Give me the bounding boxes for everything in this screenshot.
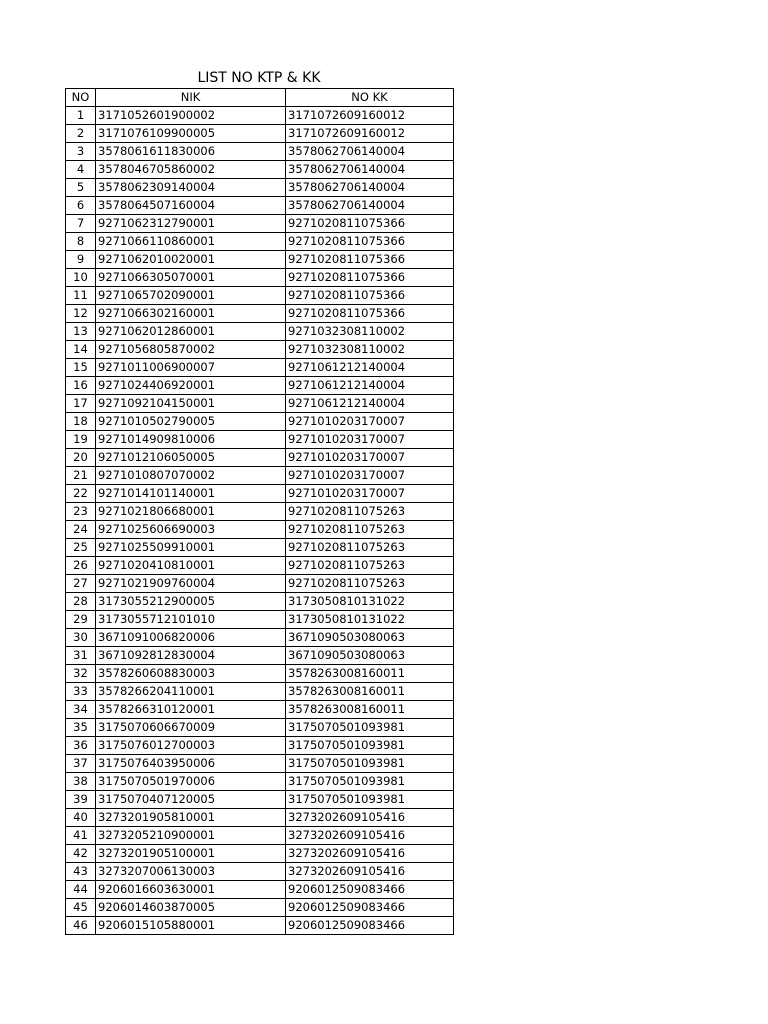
no-kk-cell: 9271061212140004 bbox=[286, 377, 454, 395]
table-row bbox=[66, 161, 454, 179]
row-number-cell: 28 bbox=[66, 593, 96, 611]
table-row bbox=[66, 107, 454, 125]
row-number-cell: 6 bbox=[66, 197, 96, 215]
row-number-cell: 2 bbox=[66, 125, 96, 143]
no-kk-cell: 3273202609105416 bbox=[286, 809, 454, 827]
no-kk-cell: 9271020811075366 bbox=[286, 269, 454, 287]
nik-cell: 3578061611830006 bbox=[96, 143, 286, 161]
row-number-cell: 37 bbox=[66, 755, 96, 773]
table-row bbox=[66, 449, 454, 467]
nik-cell: 3578062309140004 bbox=[96, 179, 286, 197]
no-kk-cell: 9271061212140004 bbox=[286, 395, 454, 413]
nik-cell: 3578266204110001 bbox=[96, 683, 286, 701]
nik-cell: 9271062010020001 bbox=[96, 251, 286, 269]
row-number-cell: 14 bbox=[66, 341, 96, 359]
row-number-cell: 16 bbox=[66, 377, 96, 395]
row-number-cell: 22 bbox=[66, 485, 96, 503]
nik-cell: 3578064507160004 bbox=[96, 197, 286, 215]
row-number-cell: 33 bbox=[66, 683, 96, 701]
row-number-cell: 15 bbox=[66, 359, 96, 377]
no-kk-cell: 9271020811075366 bbox=[286, 251, 454, 269]
table-row bbox=[66, 719, 454, 737]
nik-cell: 9271012106050005 bbox=[96, 449, 286, 467]
nik-cell: 9271062312790001 bbox=[96, 215, 286, 233]
table-row bbox=[66, 341, 454, 359]
no-kk-cell: 3273202609105416 bbox=[286, 845, 454, 863]
no-kk-cell: 9271032308110002 bbox=[286, 341, 454, 359]
row-number-cell: 3 bbox=[66, 143, 96, 161]
column-header-no-kk: NO KK bbox=[286, 89, 454, 107]
row-number-cell: 32 bbox=[66, 665, 96, 683]
row-number-cell: 8 bbox=[66, 233, 96, 251]
nik-cell: 9271066305070001 bbox=[96, 269, 286, 287]
row-number-cell: 36 bbox=[66, 737, 96, 755]
table-row bbox=[66, 413, 454, 431]
table-row bbox=[66, 629, 454, 647]
row-number-cell: 30 bbox=[66, 629, 96, 647]
no-kk-cell: 3175070501093981 bbox=[286, 755, 454, 773]
row-number-cell: 23 bbox=[66, 503, 96, 521]
row-number-cell: 17 bbox=[66, 395, 96, 413]
row-number-cell: 11 bbox=[66, 287, 96, 305]
no-kk-cell: 9271020811075263 bbox=[286, 575, 454, 593]
table-row bbox=[66, 377, 454, 395]
row-number-cell: 4 bbox=[66, 161, 96, 179]
nik-cell: 3578046705860002 bbox=[96, 161, 286, 179]
row-number-cell: 10 bbox=[66, 269, 96, 287]
row-number-cell: 38 bbox=[66, 773, 96, 791]
table-body bbox=[66, 107, 454, 935]
table-row bbox=[66, 431, 454, 449]
nik-cell: 9271092104150001 bbox=[96, 395, 286, 413]
nik-cell: 9271021909760004 bbox=[96, 575, 286, 593]
nik-cell: 9271024406920001 bbox=[96, 377, 286, 395]
table-row bbox=[66, 251, 454, 269]
no-kk-cell: 9271020811075366 bbox=[286, 305, 454, 323]
table-row bbox=[66, 593, 454, 611]
no-kk-cell: 9271020811075366 bbox=[286, 287, 454, 305]
no-kk-cell: 3173050810131022 bbox=[286, 593, 454, 611]
ktp-kk-table bbox=[65, 88, 454, 935]
row-number-cell: 44 bbox=[66, 881, 96, 899]
no-kk-cell: 3578062706140004 bbox=[286, 161, 454, 179]
no-kk-cell: 9271020811075263 bbox=[286, 521, 454, 539]
nik-cell: 3175070407120005 bbox=[96, 791, 286, 809]
table-row bbox=[66, 863, 454, 881]
no-kk-cell: 9206012509083466 bbox=[286, 881, 454, 899]
row-number-cell: 19 bbox=[66, 431, 96, 449]
nik-cell: 9271014101140001 bbox=[96, 485, 286, 503]
table-row bbox=[66, 809, 454, 827]
table-row bbox=[66, 503, 454, 521]
row-number-cell: 45 bbox=[66, 899, 96, 917]
table-row bbox=[66, 125, 454, 143]
document-title: LIST NO KTP & KK bbox=[197, 70, 321, 86]
no-kk-cell: 3173050810131022 bbox=[286, 611, 454, 629]
no-kk-cell: 9271032308110002 bbox=[286, 323, 454, 341]
nik-cell: 9271011006900007 bbox=[96, 359, 286, 377]
row-number-cell: 5 bbox=[66, 179, 96, 197]
nik-cell: 9206014603870005 bbox=[96, 899, 286, 917]
no-kk-cell: 3671090503080063 bbox=[286, 629, 454, 647]
no-kk-cell: 3578263008160011 bbox=[286, 701, 454, 719]
no-kk-cell: 9271010203170007 bbox=[286, 467, 454, 485]
no-kk-cell: 3171072609160012 bbox=[286, 107, 454, 125]
nik-cell: 3175076403950006 bbox=[96, 755, 286, 773]
nik-cell: 3175070606670009 bbox=[96, 719, 286, 737]
table-row bbox=[66, 881, 454, 899]
nik-cell: 9271010502790005 bbox=[96, 413, 286, 431]
table-row bbox=[66, 917, 454, 935]
no-kk-cell: 9271020811075366 bbox=[286, 215, 454, 233]
nik-cell: 9271066110860001 bbox=[96, 233, 286, 251]
no-kk-cell: 3671090503080063 bbox=[286, 647, 454, 665]
no-kk-cell: 3175070501093981 bbox=[286, 719, 454, 737]
no-kk-cell: 3171072609160012 bbox=[286, 125, 454, 143]
nik-cell: 3578260608830003 bbox=[96, 665, 286, 683]
nik-cell: 9206015105880001 bbox=[96, 917, 286, 935]
table-row bbox=[66, 845, 454, 863]
nik-cell: 3175070501970006 bbox=[96, 773, 286, 791]
no-kk-cell: 3273202609105416 bbox=[286, 827, 454, 845]
row-number-cell: 1 bbox=[66, 107, 96, 125]
nik-cell: 9271020410810001 bbox=[96, 557, 286, 575]
table-row bbox=[66, 233, 454, 251]
table-row bbox=[66, 791, 454, 809]
row-number-cell: 12 bbox=[66, 305, 96, 323]
nik-cell: 3578266310120001 bbox=[96, 701, 286, 719]
row-number-cell: 7 bbox=[66, 215, 96, 233]
row-number-cell: 25 bbox=[66, 539, 96, 557]
nik-cell: 9271025606690003 bbox=[96, 521, 286, 539]
nik-cell: 9271021806680001 bbox=[96, 503, 286, 521]
no-kk-cell: 9271020811075263 bbox=[286, 539, 454, 557]
no-kk-cell: 9271010203170007 bbox=[286, 431, 454, 449]
nik-cell: 3671092812830004 bbox=[96, 647, 286, 665]
row-number-cell: 18 bbox=[66, 413, 96, 431]
row-number-cell: 35 bbox=[66, 719, 96, 737]
no-kk-cell: 9271010203170007 bbox=[286, 485, 454, 503]
row-number-cell: 43 bbox=[66, 863, 96, 881]
row-number-cell: 40 bbox=[66, 809, 96, 827]
nik-cell: 3273201905810001 bbox=[96, 809, 286, 827]
row-number-cell: 31 bbox=[66, 647, 96, 665]
no-kk-cell: 9271020811075263 bbox=[286, 503, 454, 521]
table-row bbox=[66, 197, 454, 215]
table-row bbox=[66, 557, 454, 575]
no-kk-cell: 9271061212140004 bbox=[286, 359, 454, 377]
table-row bbox=[66, 485, 454, 503]
row-number-cell: 29 bbox=[66, 611, 96, 629]
no-kk-cell: 3578263008160011 bbox=[286, 683, 454, 701]
nik-cell: 3273207006130003 bbox=[96, 863, 286, 881]
table-row bbox=[66, 467, 454, 485]
row-number-cell: 46 bbox=[66, 917, 96, 935]
table-row bbox=[66, 179, 454, 197]
table-row bbox=[66, 827, 454, 845]
table-row bbox=[66, 323, 454, 341]
no-kk-cell: 9271020811075263 bbox=[286, 557, 454, 575]
table-row bbox=[66, 611, 454, 629]
no-kk-cell: 9271010203170007 bbox=[286, 449, 454, 467]
nik-cell: 9271065702090001 bbox=[96, 287, 286, 305]
no-kk-cell: 3578062706140004 bbox=[286, 143, 454, 161]
table-row bbox=[66, 755, 454, 773]
nik-cell: 3173055212900005 bbox=[96, 593, 286, 611]
column-header-nik: NIK bbox=[96, 89, 286, 107]
row-number-cell: 20 bbox=[66, 449, 96, 467]
table-header-row bbox=[66, 89, 454, 107]
nik-cell: 9271056805870002 bbox=[96, 341, 286, 359]
column-header-no: NO bbox=[66, 89, 96, 107]
nik-cell: 9271010807070002 bbox=[96, 467, 286, 485]
nik-cell: 3273205210900001 bbox=[96, 827, 286, 845]
table-row bbox=[66, 737, 454, 755]
table-row bbox=[66, 665, 454, 683]
nik-cell: 3173055712101010 bbox=[96, 611, 286, 629]
nik-cell: 9206016603630001 bbox=[96, 881, 286, 899]
no-kk-cell: 9271010203170007 bbox=[286, 413, 454, 431]
table-row bbox=[66, 701, 454, 719]
table-row bbox=[66, 395, 454, 413]
no-kk-cell: 3175070501093981 bbox=[286, 791, 454, 809]
row-number-cell: 21 bbox=[66, 467, 96, 485]
table-row bbox=[66, 143, 454, 161]
table-row bbox=[66, 269, 454, 287]
nik-cell: 9271025509910001 bbox=[96, 539, 286, 557]
table-row bbox=[66, 305, 454, 323]
nik-cell: 3671091006820006 bbox=[96, 629, 286, 647]
table-row bbox=[66, 539, 454, 557]
table-row bbox=[66, 287, 454, 305]
row-number-cell: 24 bbox=[66, 521, 96, 539]
no-kk-cell: 9206012509083466 bbox=[286, 917, 454, 935]
no-kk-cell: 9271020811075366 bbox=[286, 233, 454, 251]
row-number-cell: 41 bbox=[66, 827, 96, 845]
table-row bbox=[66, 773, 454, 791]
no-kk-cell: 3578062706140004 bbox=[286, 197, 454, 215]
table-row bbox=[66, 359, 454, 377]
row-number-cell: 13 bbox=[66, 323, 96, 341]
table-row bbox=[66, 683, 454, 701]
nik-cell: 3175076012700003 bbox=[96, 737, 286, 755]
no-kk-cell: 3175070501093981 bbox=[286, 773, 454, 791]
no-kk-cell: 3578062706140004 bbox=[286, 179, 454, 197]
nik-cell: 3171076109900005 bbox=[96, 125, 286, 143]
table-row bbox=[66, 575, 454, 593]
nik-cell: 3171052601900002 bbox=[96, 107, 286, 125]
table-row bbox=[66, 215, 454, 233]
nik-cell: 9271062012860001 bbox=[96, 323, 286, 341]
row-number-cell: 27 bbox=[66, 575, 96, 593]
nik-cell: 9271066302160001 bbox=[96, 305, 286, 323]
row-number-cell: 34 bbox=[66, 701, 96, 719]
table-row bbox=[66, 521, 454, 539]
table-row bbox=[66, 899, 454, 917]
row-number-cell: 26 bbox=[66, 557, 96, 575]
nik-cell: 9271014909810006 bbox=[96, 431, 286, 449]
table-row bbox=[66, 647, 454, 665]
row-number-cell: 39 bbox=[66, 791, 96, 809]
nik-cell: 3273201905100001 bbox=[96, 845, 286, 863]
row-number-cell: 9 bbox=[66, 251, 96, 269]
no-kk-cell: 3578263008160011 bbox=[286, 665, 454, 683]
no-kk-cell: 3175070501093981 bbox=[286, 737, 454, 755]
row-number-cell: 42 bbox=[66, 845, 96, 863]
no-kk-cell: 3273202609105416 bbox=[286, 863, 454, 881]
no-kk-cell: 9206012509083466 bbox=[286, 899, 454, 917]
